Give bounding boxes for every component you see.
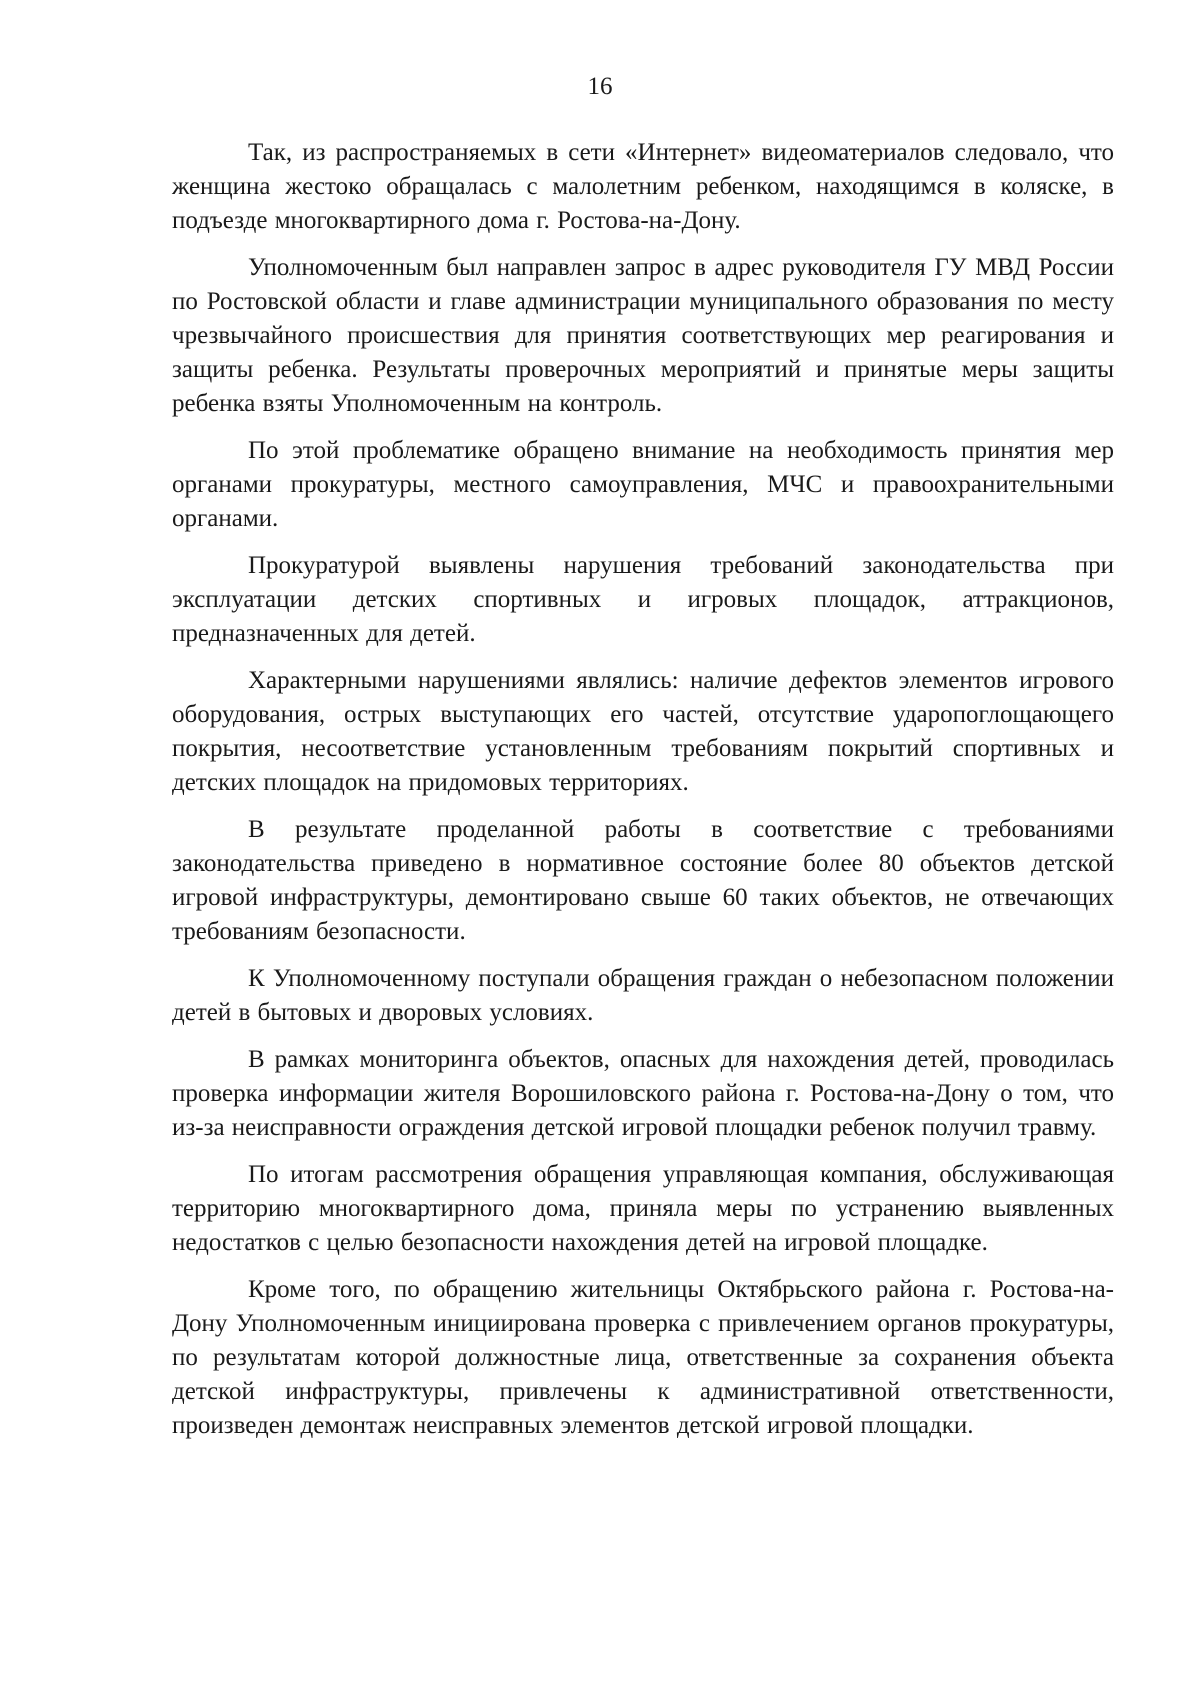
paragraph-2: Уполномоченным был направлен запрос в адрес руководителя ГУ МВД России по Ростовской области и главе администрации муниципального образования по месту чрезвычайного происшествия для принятия соответствующих мер реагирования и защиты ребенка. Результаты проверочных мероприятий и принятые меры защиты ребенка взяты Уполномоченным на контроль. xyxy=(172,254,1114,417)
paragraph-3: По этой проблематике обращено внимание на необходимость принятия мер органами прокуратуры, местного самоуправления, МЧС и правоохранительными органами. xyxy=(172,437,1114,532)
page-number: 16 xyxy=(587,73,613,100)
paragraph-9: По итогам рассмотрения обращения управляющая компания, обслуживающая территорию многоквартирного дома, приняла меры по устранению выявленных недостатков с целью безопасности нахождения детей на игровой площадке. xyxy=(172,1161,1114,1256)
paragraph-8: В рамках мониторинга объектов, опасных для нахождения детей, проводилась проверка информации жителя Ворошиловского района г. Ростова-на-Дону о том, что из-за неисправности ограждения детской игровой площадки ребенок получил травму. xyxy=(172,1046,1114,1141)
paragraph-1: Так, из распространяемых в сети «Интернет» видеоматериалов следовало, что женщина жестоко обращалась с малолетним ребенком, находящимся в коляске, в подъезде многоквартирного дома г. Ростова-на-Дону. xyxy=(172,139,1114,234)
paragraph-6: В результате проделанной работы в соответствие с требованиями законодательства приведено в нормативное состояние более 80 объектов детской игровой инфраструктуры, демонтировано свыше 60 таких объектов, не отвечающих требованиям безопасности. xyxy=(172,816,1114,945)
paragraph-4: Прокуратурой выявлены нарушения требований законодательства при эксплуатации детских спортивных и игровых площадок, аттракционов, предназначенных для детей. xyxy=(172,552,1114,647)
paragraph-7: К Уполномоченному поступали обращения граждан о небезопасном положении детей в бытовых и дворовых условиях. xyxy=(172,965,1114,1026)
paragraph-10: Кроме того, по обращению жительницы Октябрьского района г. Ростова-на-Дону Уполномоченным инициирована проверка с привлечением органов прокуратуры, по результатам которой должностные лица, ответственные за сохранения объекта детской инфраструктуры, привлечены к административной ответственности, произведен демонтаж неисправных элементов детской игровой площадки. xyxy=(172,1276,1114,1439)
paragraph-5: Характерными нарушениями являлись: наличие дефектов элементов игрового оборудования, острых выступающих его частей, отсутствие ударопоглощающего покрытия, несоответствие установленным требованиям покрытий спортивных и детских площадок на придомовых территориях. xyxy=(172,667,1114,796)
document-body xyxy=(172,136,1114,1456)
